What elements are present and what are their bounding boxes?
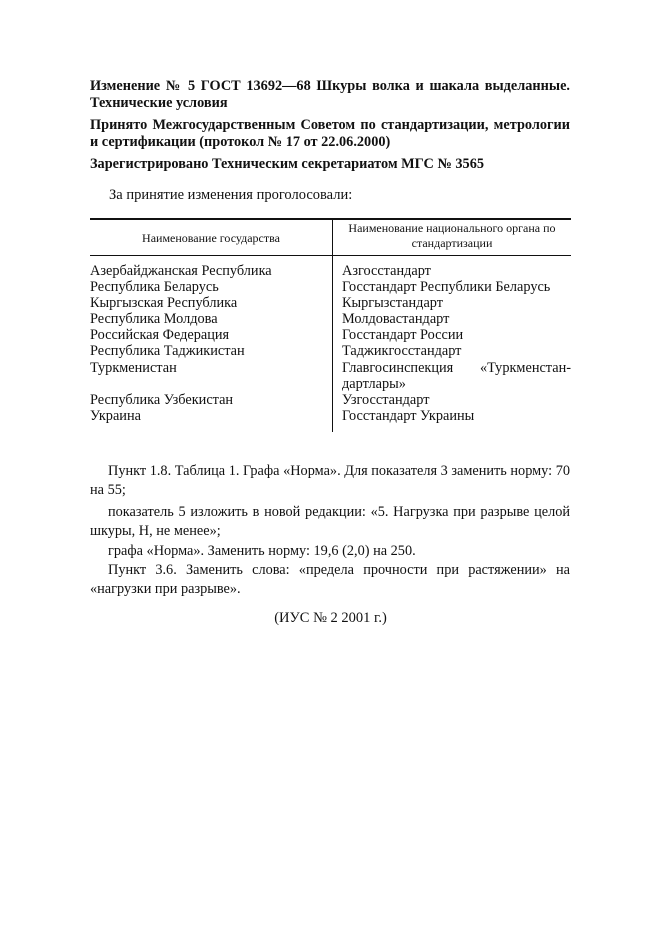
table-cell-state: Туркменистан — [90, 359, 177, 376]
table-cell-state: Республика Молдова — [90, 311, 218, 328]
table-cell-organ: Узгосстандарт — [342, 391, 430, 408]
adoption-note: Принято Межгосударственным Советом по стандартизации, метрологии и сертификации (протокол № 17 от 22.06.2000) — [90, 117, 570, 150]
table-cell-organ: Молдовастандарт — [342, 311, 450, 328]
table-cell-state: Украина — [90, 407, 141, 424]
paragraph-norm-column: графа «Норма». Заменить норму: 19,6 (2,0) на 250. — [108, 543, 416, 559]
table-cell-state: Кыргызская Республика — [90, 295, 238, 312]
table-cell-state: Российская Федерация — [90, 327, 230, 344]
table-cell-organ: Госстандарт Республики Беларусь — [342, 279, 551, 296]
states-column — [90, 263, 330, 424]
voting-table — [90, 218, 571, 432]
table-cell-organ: Госстандарт Украины — [342, 407, 475, 424]
table-cell-organ: Главгосинспекция «Туркменстан-дартлары» — [342, 359, 571, 392]
table-header-state: Наименование государства — [142, 231, 280, 245]
table-cell-state: Азербайджанская Республика — [90, 263, 272, 279]
ius-reference: (ИУС № 2 2001 г.) — [274, 610, 387, 626]
table-cell-state: Республика Беларусь — [90, 279, 219, 296]
voted-title: За принятие изменения проголосовали: — [109, 187, 353, 203]
paragraph-indicator-5: показатель 5 изложить в новой редакции: «5. Нагрузка при разрыве целой шкуры, Н, не менее»; — [90, 504, 570, 539]
table-cell-organ: Кыргызстандарт — [342, 295, 443, 312]
table-cell-state: Республика Узбекистан — [90, 391, 234, 408]
table-top-border — [90, 218, 571, 220]
table-cell-state: Республика Таджикистан — [90, 343, 245, 360]
amendment-title: Изменение № 5 ГОСТ 13692—68 Шкуры волка и шакала выделанные. Технические условия — [90, 78, 570, 111]
table-header-organ: Наименование национального органа по стандартизации — [348, 221, 556, 250]
paragraph-item-1-8: Пункт 1.8. Таблица 1. Графа «Норма». Для показателя 3 заменить норму: 70 на 55; — [90, 463, 570, 498]
table-cell-organ: Таджикгосстандарт — [342, 343, 462, 360]
registration-note: Зарегистрировано Техническим секретариатом МГС № 3565 — [90, 156, 484, 172]
table-cell-organ: Госстандарт России — [342, 327, 464, 344]
paragraph-item-3-6: Пункт 3.6. Заменить слова: «предела прочности при растяжении» на «нагрузки при разрыве». — [90, 562, 570, 597]
organs-column — [342, 263, 571, 424]
table-header-divider — [90, 255, 571, 256]
table-cell-organ: Азгосстандарт — [342, 263, 431, 279]
